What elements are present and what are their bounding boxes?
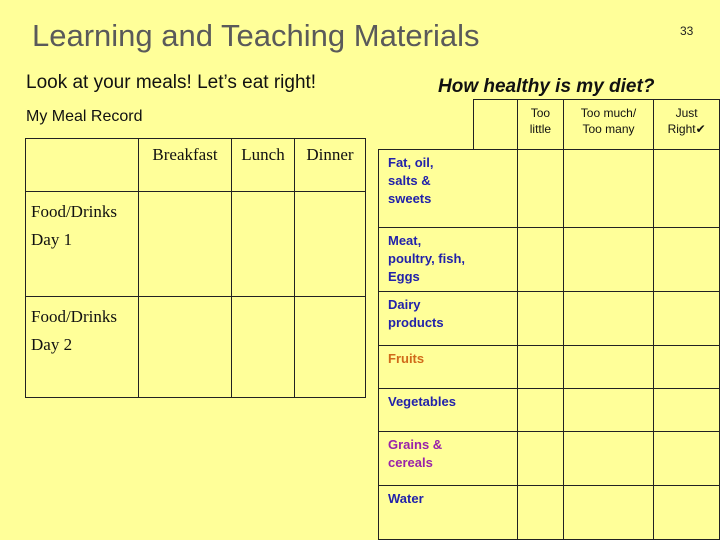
fruits-too-much-cell[interactable] bbox=[563, 346, 654, 389]
category-vegetables bbox=[379, 389, 518, 432]
col-too-much-line2: Too many bbox=[582, 122, 635, 136]
day1-lunch-cell[interactable] bbox=[232, 192, 295, 297]
fats-just-right-cell[interactable] bbox=[654, 150, 720, 228]
category-grains bbox=[379, 432, 518, 486]
water-just-right-cell[interactable] bbox=[654, 486, 720, 540]
header-empty-cell bbox=[26, 139, 139, 192]
fruits-just-right-cell[interactable] bbox=[654, 346, 720, 389]
page-number: 33 bbox=[680, 24, 694, 38]
category-fruits-label: Fruits bbox=[388, 351, 425, 366]
col-too-little-line1: Too bbox=[530, 106, 551, 120]
col-too-little bbox=[518, 100, 564, 150]
category-vegetables-label: Vegetables bbox=[388, 394, 456, 409]
slide-title: Learning and Teaching Materials bbox=[32, 18, 480, 53]
diet-header-empty bbox=[379, 100, 474, 150]
subtitle-left: Look at your meals! Let’s eat right! bbox=[26, 72, 317, 93]
diet-row-water bbox=[379, 486, 720, 540]
day2-lunch-cell[interactable] bbox=[232, 297, 295, 398]
vegetables-too-much-cell[interactable] bbox=[563, 389, 654, 432]
dairy-just-right-cell[interactable] bbox=[654, 292, 720, 346]
diet-row-grains bbox=[379, 432, 720, 486]
diet-row-fats bbox=[379, 150, 720, 228]
grains-just-right-cell[interactable] bbox=[654, 432, 720, 486]
row-label-line1: Food/Drinks bbox=[31, 202, 117, 221]
vegetables-just-right-cell[interactable] bbox=[654, 389, 720, 432]
meal-table-header-row bbox=[26, 139, 366, 192]
category-fats bbox=[379, 150, 518, 228]
day2-breakfast-cell[interactable] bbox=[139, 297, 232, 398]
category-fats-label: Fat, oil, salts & sweets bbox=[388, 155, 434, 206]
col-too-much bbox=[563, 100, 654, 150]
fruits-too-little-cell[interactable] bbox=[518, 346, 564, 389]
diet-row-dairy bbox=[379, 292, 720, 346]
fats-too-much-cell[interactable] bbox=[563, 150, 654, 228]
col-just-right bbox=[654, 100, 720, 150]
dairy-too-little-cell[interactable] bbox=[518, 292, 564, 346]
category-fruits bbox=[379, 346, 518, 389]
diet-header-spacer bbox=[474, 100, 518, 150]
meal-table-row-day1 bbox=[26, 192, 366, 297]
category-dairy-label: Dairy products bbox=[388, 297, 444, 330]
header-dinner: Dinner bbox=[295, 139, 366, 192]
diet-assessment-table bbox=[378, 99, 720, 540]
category-water-label: Water bbox=[388, 491, 424, 506]
meal-record-table bbox=[25, 138, 366, 398]
diet-row-meat bbox=[379, 228, 720, 292]
fats-too-little-cell[interactable] bbox=[518, 150, 564, 228]
row-label-day2 bbox=[26, 297, 139, 398]
day2-dinner-cell[interactable] bbox=[295, 297, 366, 398]
day1-dinner-cell[interactable] bbox=[295, 192, 366, 297]
category-meat-label: Meat, poultry, fish, Eggs bbox=[388, 233, 466, 284]
row-label-line2: Day 2 bbox=[31, 335, 73, 354]
meal-table-row-day2 bbox=[26, 297, 366, 398]
category-water bbox=[379, 486, 518, 540]
category-meat bbox=[379, 228, 518, 292]
category-dairy bbox=[379, 292, 518, 346]
diet-row-vegetables bbox=[379, 389, 720, 432]
row-label-line2: Day 1 bbox=[31, 230, 73, 249]
col-just-right-line2: Right✔ bbox=[667, 122, 706, 136]
meal-record-label: My Meal Record bbox=[26, 108, 143, 125]
subtitle-right: How healthy is my diet? bbox=[438, 76, 655, 97]
grains-too-much-cell[interactable] bbox=[563, 432, 654, 486]
day1-breakfast-cell[interactable] bbox=[139, 192, 232, 297]
header-breakfast: Breakfast bbox=[139, 139, 232, 192]
row-label-day1 bbox=[26, 192, 139, 297]
vegetables-too-little-cell[interactable] bbox=[518, 389, 564, 432]
col-too-much-line1: Too much/ bbox=[580, 106, 637, 120]
dairy-too-much-cell[interactable] bbox=[563, 292, 654, 346]
header-lunch: Lunch bbox=[232, 139, 295, 192]
diet-row-fruits bbox=[379, 346, 720, 389]
meat-just-right-cell[interactable] bbox=[654, 228, 720, 292]
col-just-right-line1: Just bbox=[675, 106, 698, 120]
water-too-little-cell[interactable] bbox=[518, 486, 564, 540]
col-too-little-line2: little bbox=[529, 122, 552, 136]
meat-too-little-cell[interactable] bbox=[518, 228, 564, 292]
diet-table-header-row bbox=[379, 100, 720, 150]
row-label-line1: Food/Drinks bbox=[31, 307, 117, 326]
water-too-much-cell[interactable] bbox=[563, 486, 654, 540]
grains-too-little-cell[interactable] bbox=[518, 432, 564, 486]
meat-too-much-cell[interactable] bbox=[563, 228, 654, 292]
category-grains-label: Grains & cereals bbox=[388, 437, 443, 470]
